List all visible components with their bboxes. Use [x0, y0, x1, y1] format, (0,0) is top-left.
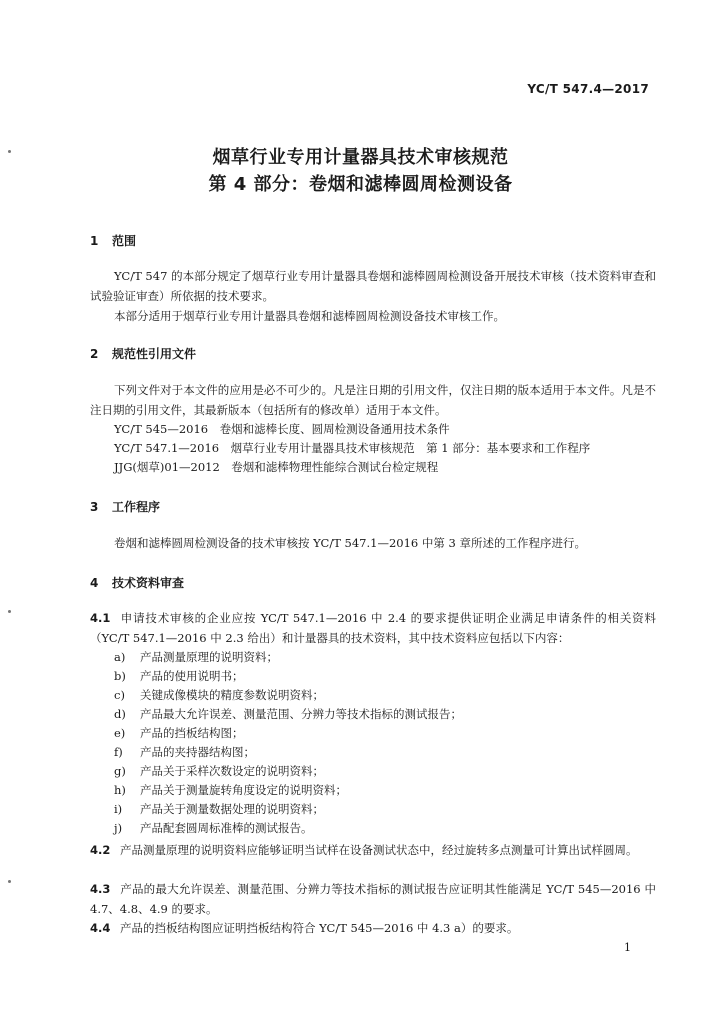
list-item [114, 782, 347, 798]
list-item-label: b) [114, 669, 126, 683]
section-number: 4 [90, 576, 99, 590]
list-item [114, 725, 244, 741]
list-item-label: h) [114, 783, 126, 797]
list-item [114, 706, 462, 722]
list-item-text: 产品最大允许误差、测量范围、分辨力等技术指标的测试报告； [140, 707, 462, 721]
clause-text: 产品的最大允许误差、测量范围、分辨力等技术指标的测试报告应证明其性能满足 YC/T 545—2016 中 4.7、4.8、4.9 的要求。 [90, 882, 656, 916]
normative-intro: 下列文件对于本文件的应用是必不可少的。凡是注日期的引用文件，仅注日期的版本适用于本文件。凡是不注日期的引用文件，其最新版本（包括所有的修改单）适用于本文件。 [90, 383, 656, 417]
list-item-text: 产品的挡板结构图； [140, 726, 244, 740]
list-item-text: 产品关于测量数据处理的说明资料； [140, 802, 324, 816]
list-item-label: a) [114, 650, 126, 664]
list-item-text: 产品关于测量旋转角度设定的说明资料； [140, 783, 347, 797]
list-item-text: 产品的使用说明书； [140, 669, 244, 683]
clause-4-2 [90, 840, 656, 860]
clause-4-3 [90, 879, 656, 919]
list-item-label: f) [114, 745, 123, 759]
list-item [114, 763, 324, 779]
section-number: 1 [90, 234, 99, 248]
document-title-line2: 第 4 部分：卷烟和滤棒圆周检测设备 [208, 174, 513, 195]
reference-item: YC/T 547.1—2016 烟草行业专用计量器具技术审核规范 第 1 部分：基本要求和工作程序 [114, 441, 591, 455]
section-title: 工作程序 [112, 500, 161, 514]
clause-number: 4.3 [90, 882, 111, 896]
list-item [114, 687, 324, 703]
clause-number: 4.4 [90, 921, 111, 935]
section-heading-procedure [90, 498, 160, 515]
section-title: 范围 [112, 234, 137, 248]
reference-item: YC/T 545—2016 卷烟和滤棒长度、圆周检测设备通用技术条件 [114, 422, 450, 436]
scan-mark [8, 610, 11, 613]
list-item [114, 649, 278, 665]
section-heading-scope [90, 232, 136, 249]
section-title: 技术资料审查 [112, 576, 185, 590]
clause-number: 4.2 [90, 843, 111, 857]
list-item-text: 产品测量原理的说明资料； [140, 650, 278, 664]
list-item-text: 产品配套圆周标准棒的测试报告。 [140, 821, 313, 835]
clause-number: 4.1 [90, 611, 111, 625]
procedure-paragraph: 卷烟和滤棒圆周检测设备的技术审核按 YC/T 547.1—2016 中第 3 章所述的工作程序进行。 [114, 536, 587, 550]
clause-4-4 [90, 918, 656, 938]
section-heading-normative-references [90, 345, 196, 362]
list-item-label: g) [114, 764, 126, 778]
list-item [114, 801, 324, 817]
list-item-label: d) [114, 707, 126, 721]
document-title-line1: 烟草行业专用计量器具技术审核规范 [212, 147, 509, 168]
list-item-text: 产品关于采样次数设定的说明资料； [140, 764, 324, 778]
clause-text: 申请技术审核的企业应按 YC/T 547.1—2016 中 2.4 的要求提供证明企业满足申请条件的相关资料（YC/T 547.1—2016 中 2.3 给出）和计量器具的技术资料，其中技术资料应包括以下内容： [90, 611, 656, 645]
list-item-label: e) [114, 726, 126, 740]
section-title: 规范性引用文件 [112, 347, 197, 361]
section-number: 3 [90, 500, 99, 514]
scan-mark [8, 880, 11, 883]
list-item [114, 820, 313, 836]
standard-number: YC/T 547.4—2017 [527, 82, 649, 96]
list-item [114, 668, 244, 684]
list-item-label: c) [114, 688, 125, 702]
list-item-text: 产品的夹持器结构图； [140, 745, 255, 759]
list-item [114, 744, 255, 760]
clause-text: 产品测量原理的说明资料应能够证明当试样在设备测试状态中，经过旋转多点测量可计算出试样圆周。 [120, 843, 638, 857]
list-item-text: 关键成像模块的精度参数说明资料； [140, 688, 324, 702]
page-number: 1 [624, 941, 631, 954]
scope-paragraph-1: YC/T 547 的本部分规定了烟草行业专用计量器具卷烟和滤棒圆周检测设备开展技术审核（技术资料审查和试验验证审查）所依据的技术要求。 [90, 269, 656, 303]
list-item-label: i) [114, 802, 123, 816]
clause-4-1 [90, 608, 656, 648]
list-item-label: j) [114, 821, 123, 835]
section-number: 2 [90, 347, 99, 361]
scope-paragraph-2: 本部分适用于烟草行业专用计量器具卷烟和滤棒圆周检测设备技术审核工作。 [114, 309, 505, 323]
clause-text: 产品的挡板结构图应证明挡板结构符合 YC/T 545—2016 中 4.3 a）的要求。 [120, 921, 519, 935]
section-heading-technical-review [90, 574, 184, 591]
reference-item: JJG(烟草)01—2012 卷烟和滤棒物理性能综合测试台检定规程 [114, 460, 439, 474]
